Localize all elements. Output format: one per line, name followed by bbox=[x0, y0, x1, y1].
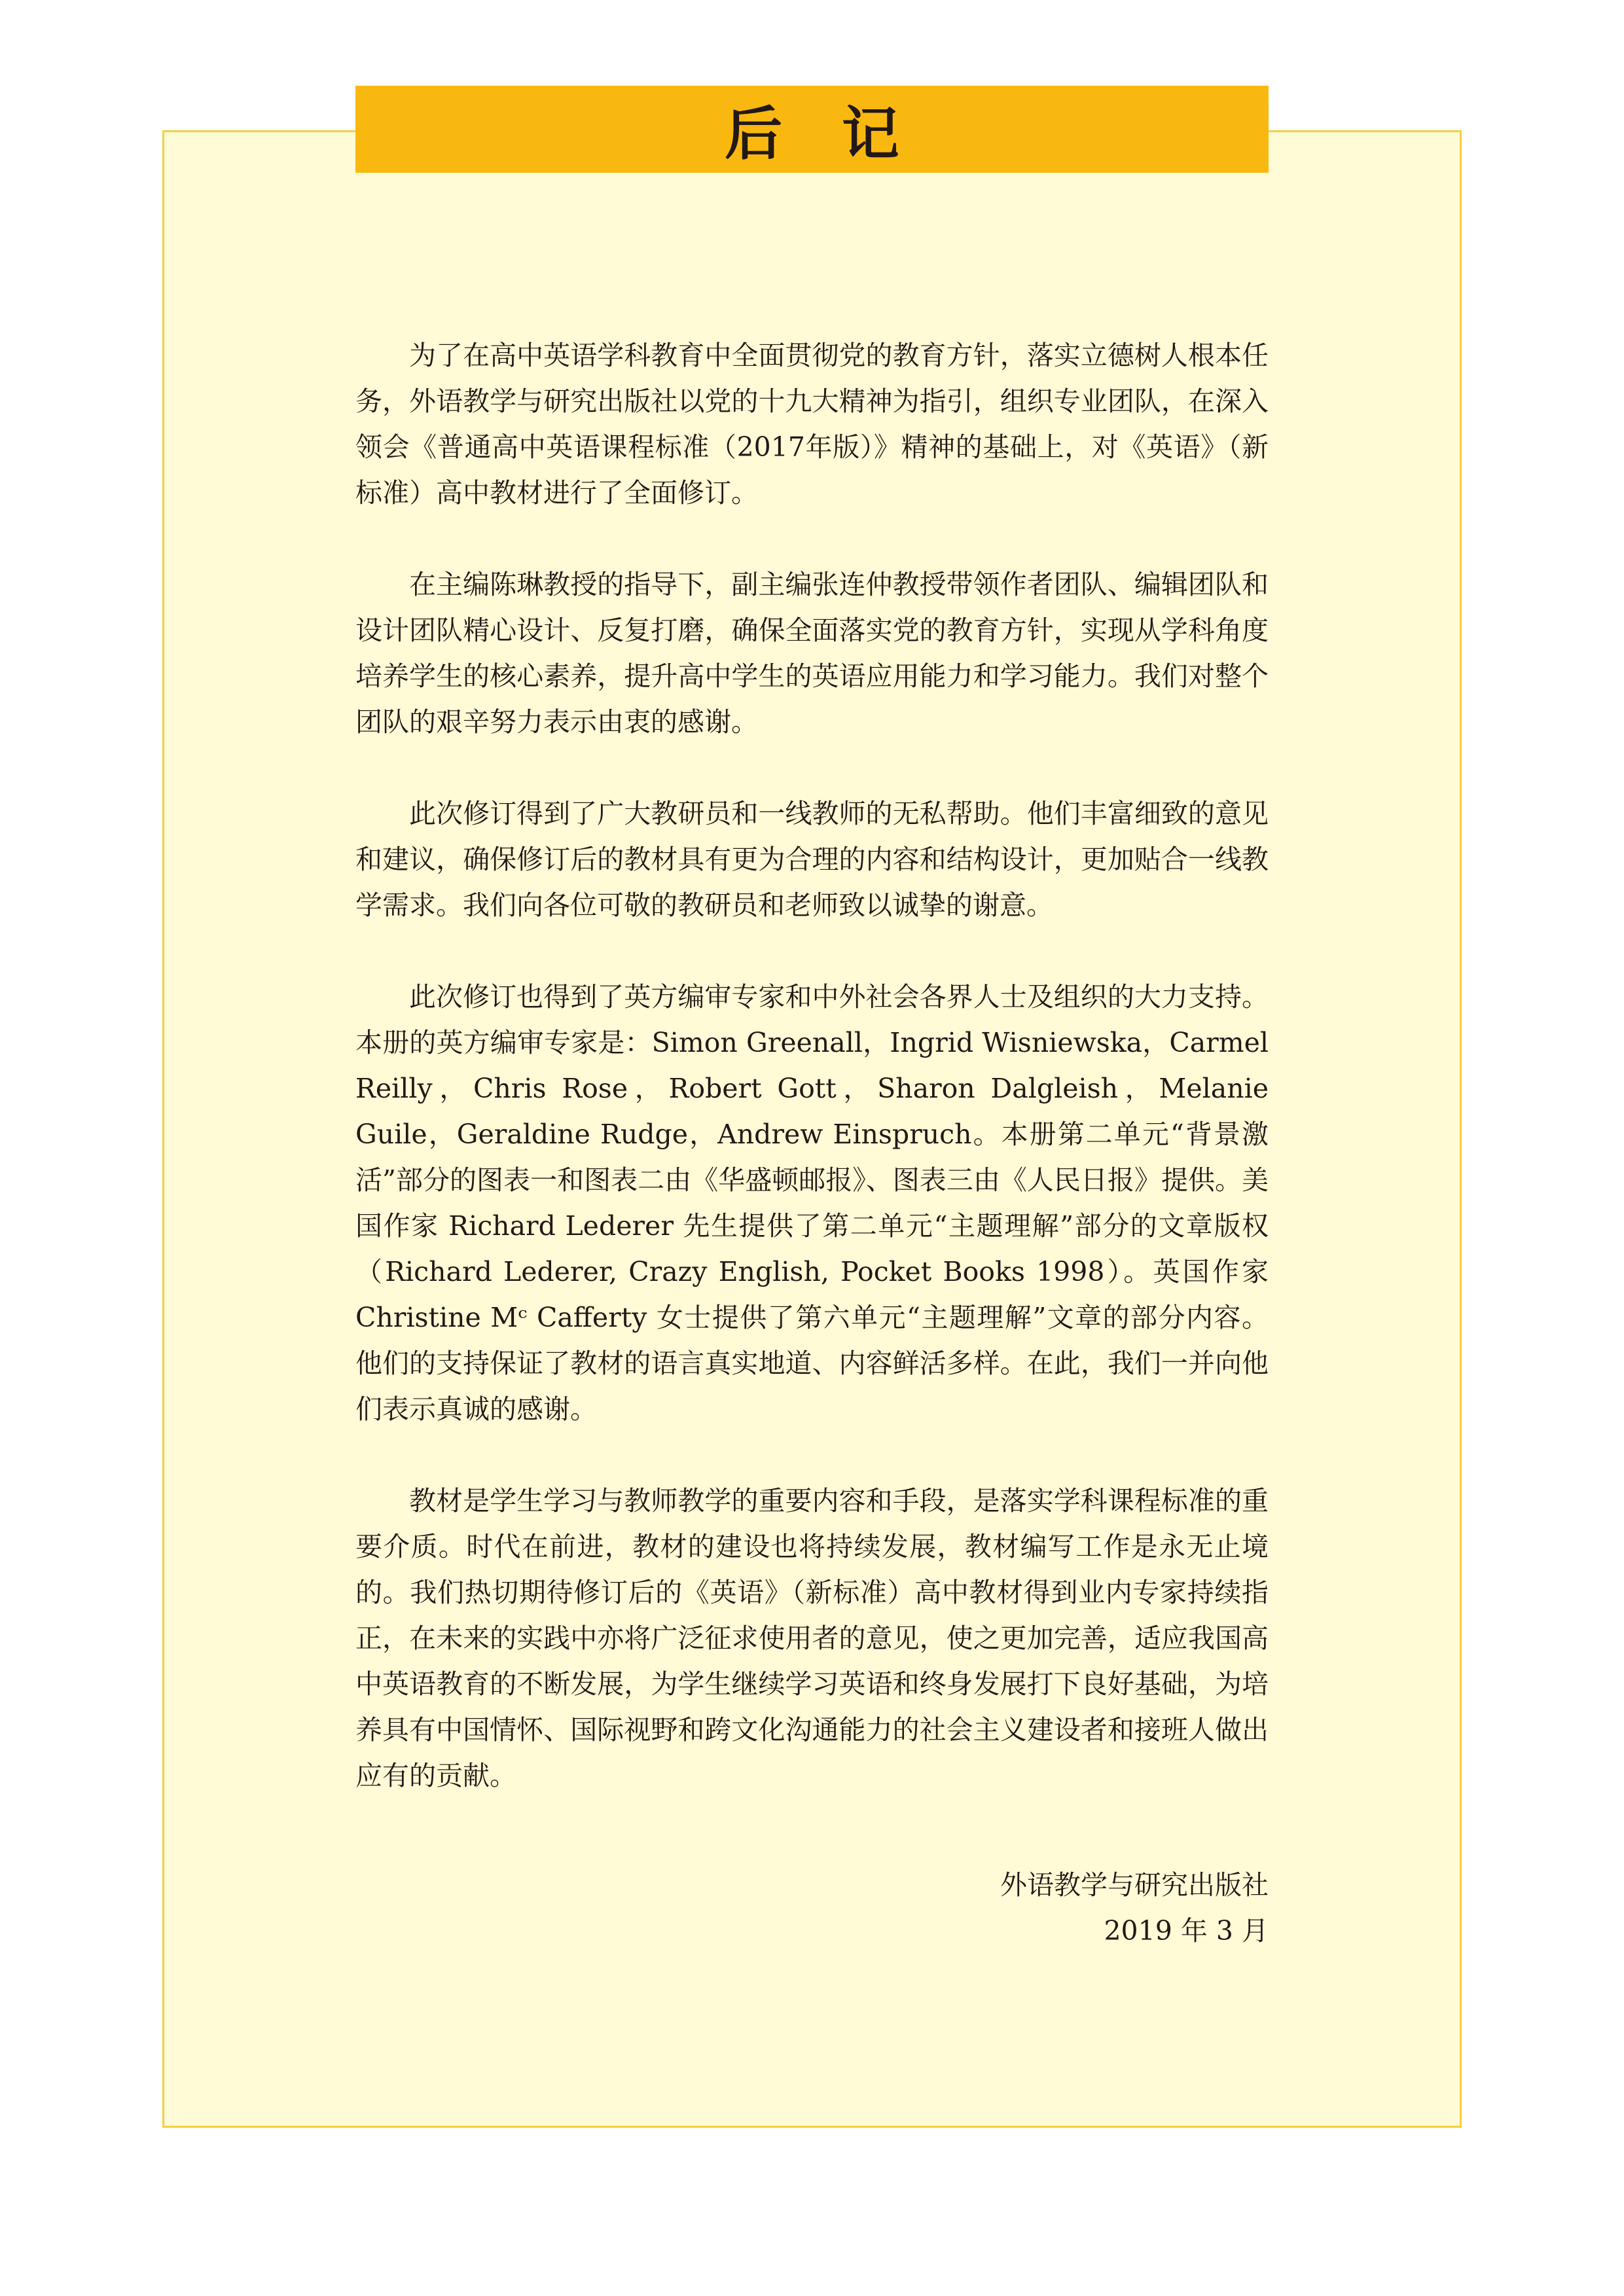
page-title: 后 记 bbox=[725, 99, 919, 168]
afterword-body bbox=[355, 332, 1269, 1844]
paragraph-5: 教材是学生学习与教师教学的重要内容和手段，是落实学科课程标准的重要介质。时代在前进，教材的建设也将持续发展，教材编写工作是永无止境的。我们热切期待修订后的《英语》（新标准）高中教材得到业内专家持续指正，在未来的实践中亦将广泛征求使用者的意见，使之更加完善，适应我国高中英语教育的不断发展，为学生继续学习英语和终身发展打下良好基础，为培养具有中国情怀、国际视野和跨文化沟通能力的社会主义建设者和接班人做出应有的贡献。 bbox=[355, 1485, 1269, 1791]
publisher-name: 外语教学与研究出版社 bbox=[1000, 1869, 1269, 1901]
paragraph-1: 为了在高中英语学科教育中全面贯彻党的教育方针，落实立德树人根本任务，外语教学与研究出版社以党的十九大精神为指引，组织专业团队，在深入领会《普通高中英语课程标准（2017年版）》精神的基础上，对《英语》（新标准）高中教材进行了全面修订。 bbox=[355, 340, 1269, 509]
signature-date: 2019 年 3 月 bbox=[1104, 1915, 1269, 1946]
title-banner bbox=[355, 86, 1269, 173]
paragraph-4: 此次修订也得到了英方编审专家和中外社会各界人士及组织的大力支持。本册的英方编审专家是：Simon Greenall，Ingrid Wisniewska，Carmel Reilly，Chris Rose，Robert Gott，Sharon Dalgleish，Melanie Guile，Geraldine Rudge，Andrew Einspruch。本册第二单元“背景激活”部分的图表一和图表二由《华盛顿邮报》、图表三由《人民日报》提供。美国作家 Richard Lederer 先生提供了第二单元“主题理解”部分的文章版权（Richard Lederer, Crazy English, Pocket Books 1998）。英国作家 Christine Mᶜ Cafferty 女士提供了第六单元“主题理解”文章的部分内容。他们的支持保证了教材的语言真实地道、内容鲜活多样。在此，我们一并向他们表示真诚的感谢。 bbox=[355, 981, 1269, 1425]
paragraph-3: 此次修订得到了广大教研员和一线教师的无私帮助。他们丰富细致的意见和建议，确保修订后的教材具有更为合理的内容和结构设计，更加贴合一线教学需求。我们向各位可敬的教研员和老师致以诚挚的谢意。 bbox=[355, 798, 1269, 921]
paragraph-2: 在主编陈琳教授的指导下，副主编张连仲教授带领作者团队、编辑团队和设计团队精心设计、反复打磨，确保全面落实党的教育方针，实现从学科角度培养学生的核心素养，提升高中学生的英语应用能力和学习能力。我们对整个团队的艰辛努力表示由衷的感谢。 bbox=[355, 569, 1269, 738]
signature-block bbox=[355, 1862, 1269, 1954]
